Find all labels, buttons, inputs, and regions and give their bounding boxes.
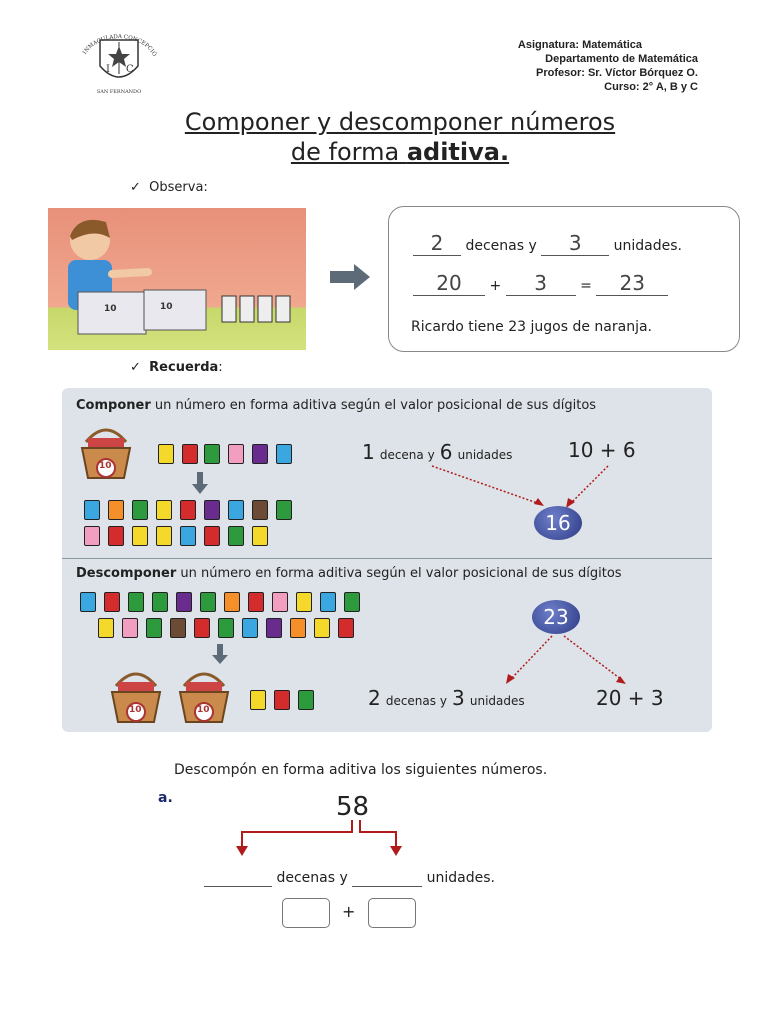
recuerda-panel xyxy=(62,388,712,732)
box-count-1: 10 xyxy=(104,304,117,314)
unit-cube xyxy=(228,444,244,464)
unit-cube xyxy=(298,690,314,710)
unit-cube xyxy=(194,618,210,638)
unit-cube xyxy=(170,618,186,638)
basket-of-ten: 10 xyxy=(78,422,134,478)
unit-cube xyxy=(132,500,148,520)
section-divider xyxy=(62,558,712,559)
unidades-blank[interactable] xyxy=(352,870,422,887)
box-count-2: 10 xyxy=(160,302,173,312)
ricardo-sentence: Ricardo tiene 23 jugos de naranja. xyxy=(411,319,652,335)
unit-cube xyxy=(182,444,198,464)
unit-cube xyxy=(344,592,360,612)
unit-cube xyxy=(180,500,196,520)
logo-top-text: INMACULADA CONCEPCIÓ xyxy=(82,34,158,58)
unit-cube xyxy=(274,690,290,710)
unit-cube xyxy=(80,592,96,612)
unit-cube xyxy=(252,444,268,464)
compose-expression: 10 + 6 xyxy=(568,438,636,462)
down-arrow-icon xyxy=(192,472,208,500)
unit-cube xyxy=(108,526,124,546)
observa-label: ✓ Observa: xyxy=(130,180,208,195)
unit-cube xyxy=(156,500,172,520)
header-department: Departamento de Matemática xyxy=(545,53,698,65)
unit-cube xyxy=(180,526,196,546)
exercise-split-arrows xyxy=(234,818,404,858)
logo-initial-right: C xyxy=(126,64,134,75)
unit-cube xyxy=(320,592,336,612)
unit-cube xyxy=(252,500,268,520)
decenas-blank[interactable] xyxy=(204,870,272,887)
unit-cube xyxy=(290,618,306,638)
plus-sign: + xyxy=(342,902,356,921)
unit-cube xyxy=(152,592,168,612)
exercise-number: 58 xyxy=(336,792,370,822)
unit-cube xyxy=(104,592,120,612)
unit-cube xyxy=(272,592,288,612)
unit-cube xyxy=(146,618,162,638)
unit-cube xyxy=(218,618,234,638)
unit-cube xyxy=(314,618,330,638)
header-teacher: Profesor: Sr. Víctor Bórquez O. xyxy=(536,67,698,79)
exercise-decenas-line: decenas y unidades. xyxy=(204,870,495,887)
unit-cube xyxy=(266,618,282,638)
compose-heading: Componer un número en forma aditiva según el valor posicional de sus dígitos xyxy=(76,398,597,413)
exercise-letter: a. xyxy=(158,790,173,806)
compose-result-circle: 16 xyxy=(534,506,582,540)
unit-cube xyxy=(276,444,292,464)
unit-cube xyxy=(276,500,292,520)
unit-cube xyxy=(84,526,100,546)
school-logo xyxy=(78,30,160,96)
unit-cube xyxy=(224,592,240,612)
unit-cube xyxy=(132,526,148,546)
compose-arrows xyxy=(422,460,622,512)
unit-cube xyxy=(228,500,244,520)
units-answer-box[interactable] xyxy=(368,898,416,928)
sum-line: 20 + 3 = 23 xyxy=(413,271,668,296)
unit-cube xyxy=(250,690,266,710)
unit-cube xyxy=(204,444,220,464)
decenas-unidades-line: 2 decenas y 3 unidades. xyxy=(413,231,682,256)
decompose-expression: 20 + 3 xyxy=(596,686,664,710)
unit-cube xyxy=(108,500,124,520)
basket-of-ten: 10 xyxy=(108,666,164,722)
unit-cube xyxy=(204,500,220,520)
unit-cube xyxy=(296,592,312,612)
unit-cube xyxy=(158,444,174,464)
unit-cube xyxy=(252,526,268,546)
decompose-heading: Descomponer un número en forma aditiva según el valor posicional de sus dígitos xyxy=(76,566,622,581)
header-subject: Asignatura: Matemática xyxy=(517,39,642,51)
boy-illustration xyxy=(48,208,306,350)
decompose-description: 2 decenas y 3 unidades xyxy=(368,686,525,710)
unit-cube xyxy=(338,618,354,638)
header-course: Curso: 2° A, B y C xyxy=(604,81,698,93)
decompose-arrows xyxy=(492,634,662,690)
logo-bottom-text: SAN FERNANDO xyxy=(96,89,142,95)
unit-cube xyxy=(242,618,258,638)
recuerda-label: ✓ Recuerda: xyxy=(130,360,223,375)
page-title-line1: Componer y descomponer números xyxy=(184,108,616,136)
unit-cube xyxy=(98,618,114,638)
exercise-instruction: Descompón en forma aditiva los siguientes números. xyxy=(174,762,548,778)
unit-cube xyxy=(200,592,216,612)
observa-answer-box xyxy=(388,206,740,352)
page-title-line2: de forma aditiva. xyxy=(290,138,510,166)
unit-cube xyxy=(248,592,264,612)
right-arrow-icon xyxy=(328,262,372,296)
unit-cube xyxy=(228,526,244,546)
logo-initial-left: I xyxy=(106,64,110,75)
unit-cube xyxy=(156,526,172,546)
decompose-number-circle: 23 xyxy=(532,600,580,634)
unit-cube xyxy=(176,592,192,612)
unit-cube xyxy=(84,500,100,520)
tens-answer-box[interactable] xyxy=(282,898,330,928)
compose-description: 1 decena y 6 unidades xyxy=(362,440,513,464)
unit-cube xyxy=(122,618,138,638)
unit-cube xyxy=(128,592,144,612)
basket-of-ten: 10 xyxy=(176,666,232,722)
course-header xyxy=(518,38,698,94)
unit-cube xyxy=(204,526,220,546)
